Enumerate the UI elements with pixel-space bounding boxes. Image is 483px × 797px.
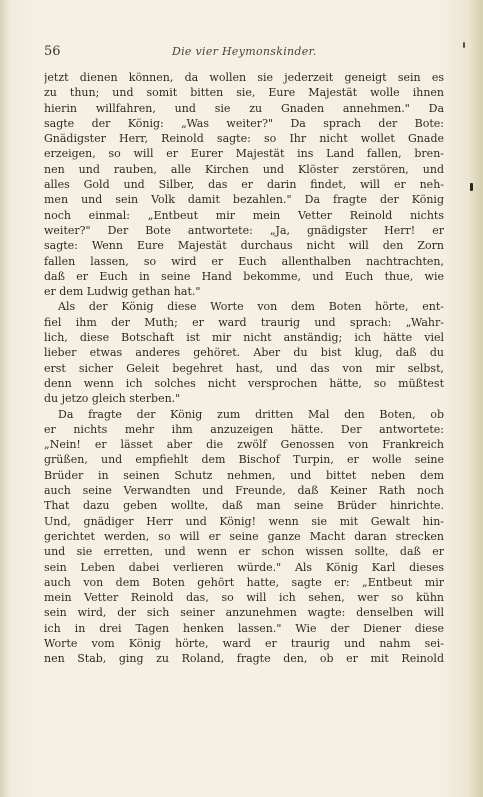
running-head: Die vier Heymonskinder. <box>172 45 317 58</box>
text-line: sagte: Wenn Eure Majestät durchaus nicht will den Zorn <box>44 239 444 253</box>
text-line: Da fragte der König zum dritten Mal den Boten, ob <box>58 407 444 421</box>
text-line: lieber etwas anderes gehöret. Aber du bist klug, daß du <box>44 346 444 360</box>
page-number: 56 <box>44 44 61 59</box>
page-edge-shadow <box>469 0 483 797</box>
text-line: Worte vom König hörte, ward er traurig und nahm sei- <box>44 636 444 650</box>
text-line: Brüder in seinen Schutz nehmen, und bittet neben dem <box>44 468 444 482</box>
text-line: sagte der König: „Was weiter?" Da sprach der Bote: <box>44 116 444 130</box>
text-line: nen Stab, ging zu Roland, fragte den, ob er mit Reinold <box>44 652 444 666</box>
text-line: und sie erretten, und wenn er schon wissen sollte, daß er <box>44 545 444 559</box>
ink-speck <box>470 183 473 191</box>
text-line: mein Vetter Reinold das, so will ich sehen, wer so kühn <box>44 591 444 605</box>
text-line: auch von dem Boten gehört hatte, sagte er: „Entbeut mir <box>44 575 444 589</box>
text-line: hierin willfahren, und sie zu Gnaden annehmen." Da <box>44 101 444 115</box>
text-line: Als der König diese Worte von dem Boten hörte, ent- <box>58 300 444 314</box>
text-line: daß er Euch in seine Hand bekomme, und Euch thue, wie <box>44 269 444 283</box>
text-line: alles Gold und Silber, das er darin findet, will er neh- <box>44 178 444 192</box>
text-line: erzeigen, so will er Eurer Majestät ins Land fallen, bren- <box>44 147 444 161</box>
text-line: noch einmal: „Entbeut mir mein Vetter Reinold nichts <box>44 208 444 222</box>
text-line: auch seine Verwandten und Freunde, daß Keiner Rath noch <box>44 484 444 498</box>
text-line: That dazu geben wollte, daß man seine Brüder hinrichte. <box>44 499 444 513</box>
body-text <box>44 70 444 667</box>
text-line: fiel ihm der Muth; er ward traurig und sprach: „Wahr- <box>44 315 444 329</box>
text-line: weiter?" Der Bote antwortete: „Ja, gnädigster Herr! er <box>44 223 444 237</box>
text-line: denn wenn ich solches nicht versprochen hätte, so müßtest <box>44 376 444 390</box>
text-line: nen und rauben, alle Kirchen und Klöster zerstören, und <box>44 162 444 176</box>
text-line: sein wird, der sich seiner anzunehmen wagte: denselben will <box>44 606 444 620</box>
text-line: du jetzo gleich sterben." <box>44 392 181 406</box>
text-line: fallen lassen, so wird er Euch allenthalben nachtrachten, <box>44 254 444 268</box>
text-line: Gnädigster Herr, Reinold sagte: so Ihr nicht wollet Gnade <box>44 132 444 146</box>
text-line: grüßen, und empfiehlt dem Bischof Turpin, er wolle seine <box>44 453 444 467</box>
text-line: sein Leben dabei verlieren würde." Als König Karl dieses <box>44 560 444 574</box>
text-line: jetzt dienen können, da wollen sie jederzeit geneigt sein es <box>44 71 444 84</box>
text-line: lich, diese Botschaft ist mir nicht anständig; ich hätte viel <box>44 331 444 345</box>
text-line: er dem Ludwig gethan hat." <box>44 285 201 299</box>
text-line: „Nein! er lässet aber die zwölf Genossen von Frankreich <box>44 438 444 452</box>
text-line: er nichts mehr ihm anzuzeigen hätte. Der antwortete: <box>44 422 444 436</box>
text-line: Und, gnädiger Herr und König! wenn sie mit Gewalt hin- <box>44 514 444 528</box>
page-gutter-shadow <box>0 0 10 797</box>
text-line: ich in drei Tagen henken lassen." Wie der Diener diese <box>44 621 444 635</box>
text-line: gerichtet werden, so will er seine ganze Macht daran strecken <box>44 529 444 543</box>
page-header <box>44 44 444 60</box>
text-line: men und sein Volk damit bezahlen." Da fragte der König <box>44 193 444 207</box>
text-line: zu thun; und somit bitten sie, Eure Majestät wolle ihnen <box>44 86 444 100</box>
text-line: erst sicher Geleit begehret hast, und das von mir selbst, <box>44 361 444 375</box>
ink-speck <box>463 42 465 48</box>
